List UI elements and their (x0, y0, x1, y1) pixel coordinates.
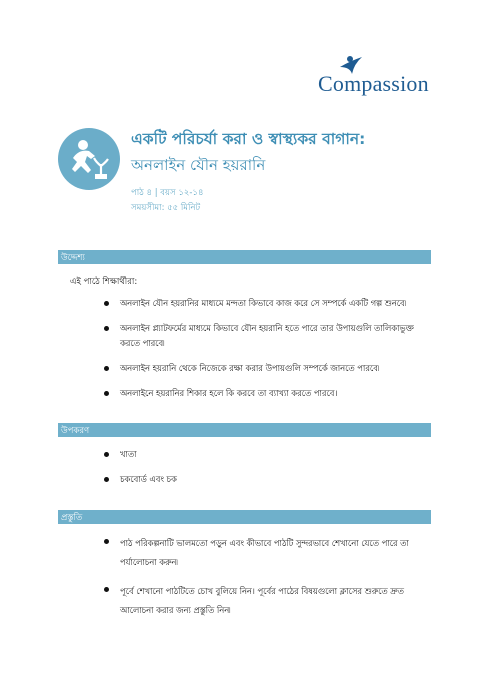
list-item: অনলাইন যৌন হয়রানির মাধ্যমে মন্দতা কিভাবে কাজ করে সে সম্পর্কে একটি গল্প শুনবে৷ (104, 296, 424, 311)
lesson-subtitle: অনলাইন যৌন হয়রানি (131, 156, 266, 174)
list-item: অনলাইন হয়রানি থেকে নিজেকে রক্ষা করার উপায়গুলি সম্পর্কে জানতে পারবে৷ (104, 361, 424, 376)
lesson-number-age: পাঠ ৪ | বয়স ১২-১৪ (131, 188, 204, 198)
list-item: অনলাইনে হয়রানির শিকার হলে কি করবে তা ব্যাখ্যা করতে পারবে। (104, 386, 424, 401)
list-item: চকবোর্ড এবং চক (104, 472, 424, 487)
lesson-duration: সময়সীমা: ৫৫ মিনিট (131, 203, 201, 213)
section-heading: উপকরণ (61, 426, 90, 436)
lesson-icon (58, 128, 120, 190)
list-item: অনলাইন প্ল্যাটফর্মের মাধ্যমে কিভাবে যৌন হয়রানি হতে পারে তার উপায়গুলি তালিকাভুক্ত করতে পারবে৷ (104, 321, 424, 351)
section-header-objective (58, 250, 431, 264)
gardener-icon (65, 136, 113, 182)
compassion-logo (318, 55, 433, 100)
list-item: পূর্বে শেখানো পাঠটিতে চোখ বুলিয়ে নিন। পূর্বের পাঠের বিষয়গুলো ক্লাসের শুরুতে দ্রুত আলোচনা করার জন্য প্রস্তুতি নিন৷ (104, 582, 424, 620)
list-item: খাতা (104, 447, 424, 462)
section-heading: উদ্দেশ্য (61, 253, 85, 263)
section-header-preparation (58, 510, 431, 524)
objective-intro: এই পাঠে শিক্ষার্থীরা: (70, 277, 138, 287)
lesson-title: একটি পরিচর্যা করা ও স্বাস্থ্যকর বাগান: (131, 130, 366, 148)
section-heading: প্রস্তুতি (61, 513, 83, 523)
preparation-list (104, 534, 424, 620)
section-header-materials (58, 423, 431, 437)
logo-text: Compassion (318, 71, 429, 96)
materials-list (104, 447, 424, 487)
objective-list (104, 296, 424, 401)
list-item: পাঠ পরিকল্পনাটি ভালমতো পড়ুন এবং কীভাবে পাঠটি সুন্দরভাবে শেখানো যেতে পারে তা পর্যালোচনা করুন৷ (104, 534, 424, 572)
